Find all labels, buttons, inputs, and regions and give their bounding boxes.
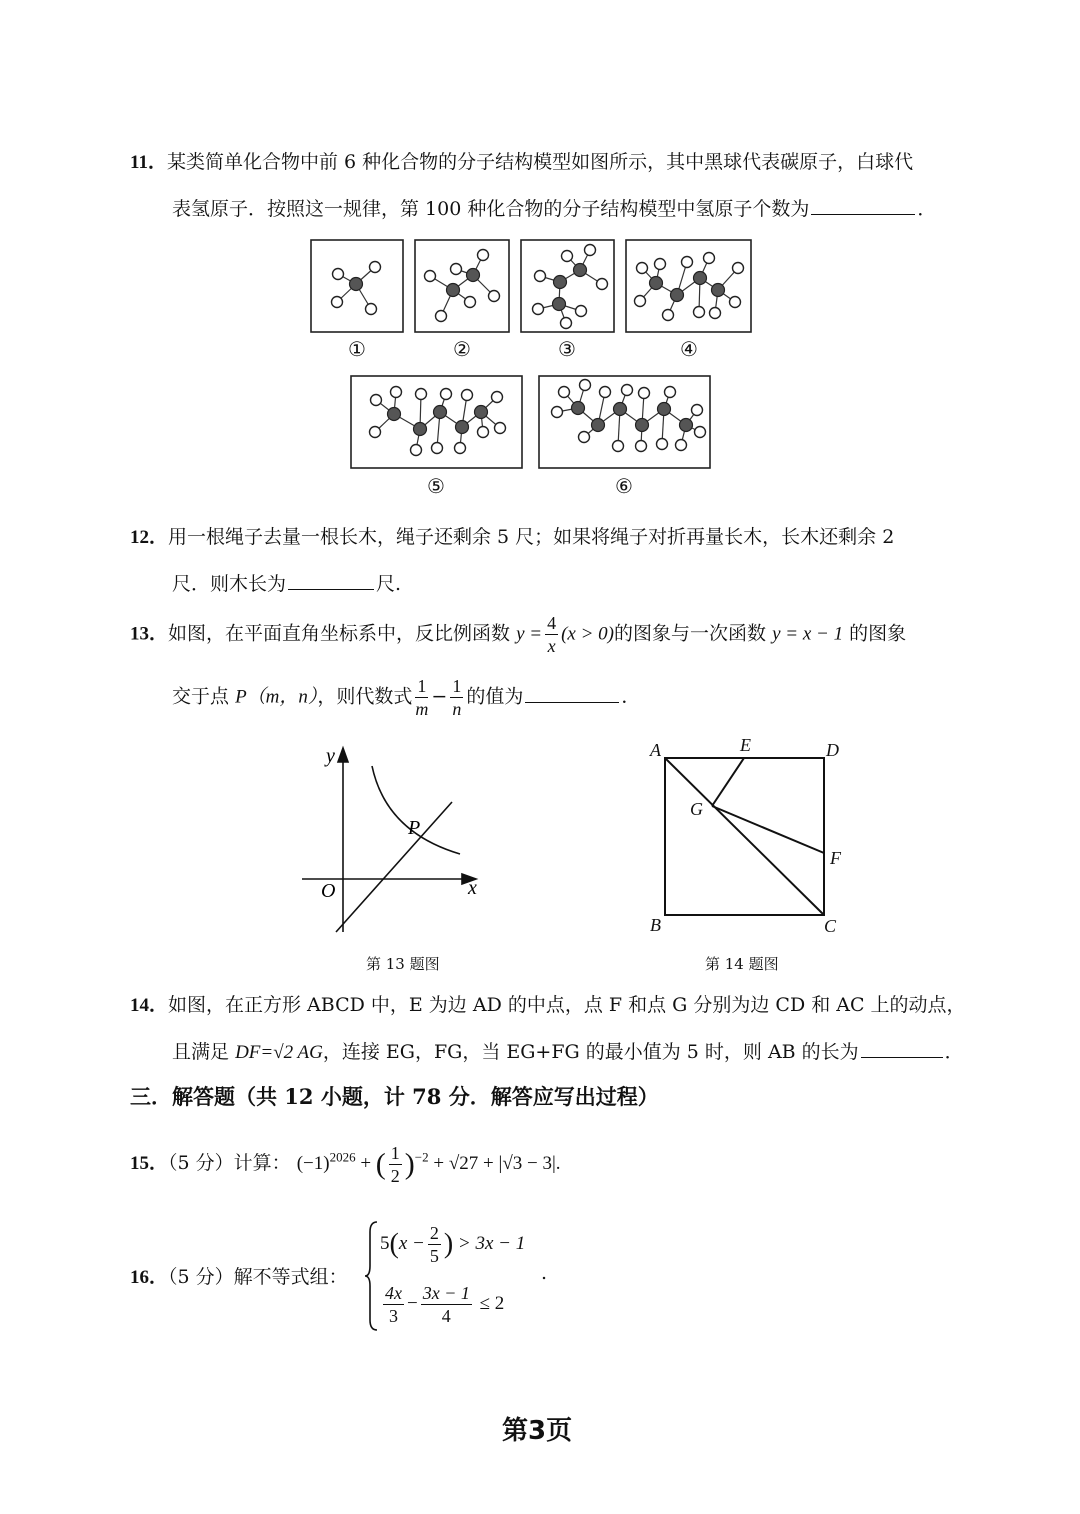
q16-prefix: （5 分）解不等式组： bbox=[168, 1266, 348, 1288]
q13-text-2a: 交于点 bbox=[172, 685, 230, 708]
q12-text-2a: 尺．则木长为 bbox=[172, 573, 287, 595]
molecule-label-3: ③ bbox=[558, 339, 576, 361]
q14-text-2a: 且满足 bbox=[172, 1041, 230, 1063]
q11-line2 bbox=[172, 194, 936, 221]
q13-text-c: 的图象 bbox=[849, 622, 907, 645]
q16-ineq2-f1den: 3 bbox=[389, 1306, 398, 1326]
q14-label-e: E bbox=[740, 735, 751, 755]
q13-condition: (x > 0) bbox=[561, 623, 615, 645]
q14-segment-gf bbox=[712, 806, 824, 853]
q14-label-f: F bbox=[830, 848, 841, 868]
q15-expression: $(-1)^{2026}$ + ( $\frac{1}{2}$ )$^{-2}$ + √27 + |√3 − 3|. bbox=[296, 1143, 561, 1186]
q16-ineq2-frac2 bbox=[421, 1282, 472, 1327]
q13-frac-2 bbox=[450, 675, 463, 720]
q16-inequality-2 bbox=[380, 1282, 504, 1327]
q15-plus-2: + bbox=[433, 1152, 445, 1174]
q15-plus-1: + bbox=[360, 1152, 372, 1174]
q15-number: 15． bbox=[130, 1152, 169, 1174]
q16-ineq1-frac bbox=[428, 1222, 441, 1267]
q12-line2 bbox=[172, 569, 401, 596]
q13-point-label: P bbox=[408, 817, 421, 839]
q16-ineq1-coef: 5 bbox=[380, 1232, 390, 1254]
q13-answer-blank[interactable] bbox=[525, 701, 619, 703]
q13-linear: y = x − 1 bbox=[772, 623, 844, 645]
q16-ineq2-f1num: 4x bbox=[385, 1283, 402, 1303]
q12-line1 bbox=[130, 522, 894, 549]
q14-label-d: D bbox=[826, 740, 839, 760]
q11-end: ． bbox=[917, 198, 937, 220]
q13-minus: − bbox=[431, 685, 448, 708]
q11-line1 bbox=[130, 147, 913, 174]
q13-text-a: 如图，在平面直角坐标系中，反比例函数 bbox=[168, 622, 511, 645]
q13-text-2c: 的值为 bbox=[466, 685, 524, 708]
q13-fraction bbox=[545, 612, 558, 657]
q13-y-eq: y = bbox=[516, 623, 543, 645]
q13-line1 bbox=[130, 612, 906, 657]
q15-half-num: 1 bbox=[390, 1143, 400, 1163]
molecule-label-4: ④ bbox=[680, 339, 698, 361]
q14-label-b: B bbox=[650, 915, 661, 935]
q11-answer-blank[interactable] bbox=[811, 213, 915, 215]
q11-number: 11． bbox=[130, 152, 167, 173]
q13-graph-figure bbox=[296, 742, 516, 942]
q14-text-1: 如图，在正方形 ABCD 中，E 为边 AD 的中点，点 F 和点 G 分别为边 CD 和 AC 上的动点， bbox=[168, 994, 966, 1016]
q14-condition: DF=√2 AG bbox=[235, 1042, 323, 1063]
q16-brace bbox=[364, 1220, 380, 1332]
q16-ineq1-x: x − bbox=[398, 1232, 425, 1254]
q14-label-g: G bbox=[690, 799, 703, 819]
q13-point: P（m，n） bbox=[235, 686, 318, 708]
q12-text-1: 用一根绳子去量一根长木，绳子还剩余 5 尺；如果将绳子对折再量长木，长木还剩余 2 bbox=[168, 526, 895, 548]
q14-square-figure bbox=[640, 734, 850, 944]
q16-ineq2-f2den: 4 bbox=[441, 1306, 451, 1326]
q16-ineq2-rhs: ≤ 2 bbox=[479, 1292, 505, 1314]
q16-label-line bbox=[130, 1262, 348, 1289]
section-3-heading: 三．解答题（共 12 小题，计 78 分．解答应写出过程） bbox=[130, 1084, 659, 1109]
q11-text-2: 表氢原子．按照这一规律，第 100 种化合物的分子结构模型中氢原子个数为 bbox=[172, 198, 810, 220]
q13-frac-num: 4 bbox=[547, 613, 557, 633]
q13-origin-label: O bbox=[321, 880, 336, 902]
q16-ineq2-frac1 bbox=[383, 1282, 404, 1327]
q13-frac-1 bbox=[415, 675, 428, 720]
q15-term-2-exp: −2 bbox=[414, 1149, 429, 1165]
molecule-label-6: ⑥ bbox=[615, 476, 633, 498]
q16-number: 16． bbox=[130, 1267, 169, 1288]
q15-plus-3: + bbox=[483, 1152, 494, 1174]
q16-ineq1-fnum: 2 bbox=[429, 1223, 439, 1243]
q13-text-2b: ，则代数式 bbox=[317, 685, 413, 708]
q13-hyperbola bbox=[372, 766, 460, 854]
q15-term-3: √27 bbox=[448, 1152, 479, 1174]
q13-x-label: x bbox=[468, 877, 477, 899]
molecule-box-2 bbox=[415, 240, 509, 332]
q11-molecule-figure bbox=[0, 232, 1080, 502]
q16-ineq1-rhs: > 3x − 1 bbox=[457, 1232, 526, 1254]
q14-diagonal-ac bbox=[665, 758, 824, 915]
q13-y-label: y bbox=[326, 745, 335, 767]
q13-caption: 第 13 题图 bbox=[366, 955, 440, 973]
q14-answer-blank[interactable] bbox=[861, 1056, 943, 1058]
q16-ineq2-minus: − bbox=[407, 1292, 418, 1314]
molecule-label-5: ⑤ bbox=[427, 476, 445, 498]
q13-text-b: 的图象与一次函数 bbox=[614, 622, 767, 645]
q15-term-1-exp: 2026 bbox=[329, 1149, 356, 1165]
q12-number: 12． bbox=[130, 527, 169, 548]
q13-linear-line bbox=[336, 802, 452, 932]
q13-end: ． bbox=[621, 685, 641, 708]
q12-answer-blank[interactable] bbox=[288, 588, 374, 590]
q14-number: 14． bbox=[130, 995, 169, 1016]
q13-number: 13． bbox=[130, 623, 169, 645]
q13-f1-den: m bbox=[415, 699, 429, 719]
q12-text-2b: 尺. bbox=[376, 573, 402, 595]
q16-end: . bbox=[541, 1262, 548, 1284]
q14-label-c: C bbox=[824, 916, 837, 936]
q14-line1 bbox=[130, 990, 966, 1017]
q14-end: ． bbox=[944, 1041, 964, 1063]
q13-f2-num: 1 bbox=[452, 676, 462, 696]
q14-caption: 第 14 题图 bbox=[705, 955, 779, 973]
q13-f2-den: n bbox=[452, 699, 462, 719]
q15-line bbox=[130, 1142, 561, 1187]
page-number: 第3页 bbox=[502, 1416, 573, 1446]
molecule-box-5 bbox=[351, 376, 522, 468]
q13-f1-num: 1 bbox=[417, 676, 427, 696]
q15-term-1: (−1) bbox=[296, 1152, 330, 1174]
q16-inequality-1: 5(x − $\frac{2}{5}$ ) > 3x − 1 bbox=[380, 1223, 526, 1266]
q16-ineq2-f2num: 3x − 1 bbox=[422, 1283, 470, 1303]
q15-half-den: 2 bbox=[390, 1166, 400, 1186]
q13-line2 bbox=[172, 675, 640, 720]
q14-segment-eg bbox=[712, 758, 744, 806]
molecule-label-1: ① bbox=[348, 339, 366, 361]
molecule-label-2: ② bbox=[453, 339, 471, 361]
q15-term-4: |√3 − 3| bbox=[498, 1152, 556, 1174]
q14-label-a: A bbox=[650, 740, 661, 760]
q13-frac-den: x bbox=[547, 636, 556, 656]
q15-end: . bbox=[555, 1152, 561, 1174]
q11-text-1: 某类简单化合物中前 6 种化合物的分子结构模型如图所示，其中黑球代表碳原子，白球代 bbox=[166, 151, 914, 173]
q15-prefix: （5 分）计算： bbox=[168, 1151, 291, 1174]
q16-ineq1-fden: 5 bbox=[429, 1246, 439, 1266]
q14-text-2b: ，连接 EG，FG，当 EG+FG 的最小值为 5 时，则 AB 的长为 bbox=[322, 1041, 859, 1063]
q15-half bbox=[389, 1142, 402, 1187]
q14-line2 bbox=[172, 1037, 964, 1064]
